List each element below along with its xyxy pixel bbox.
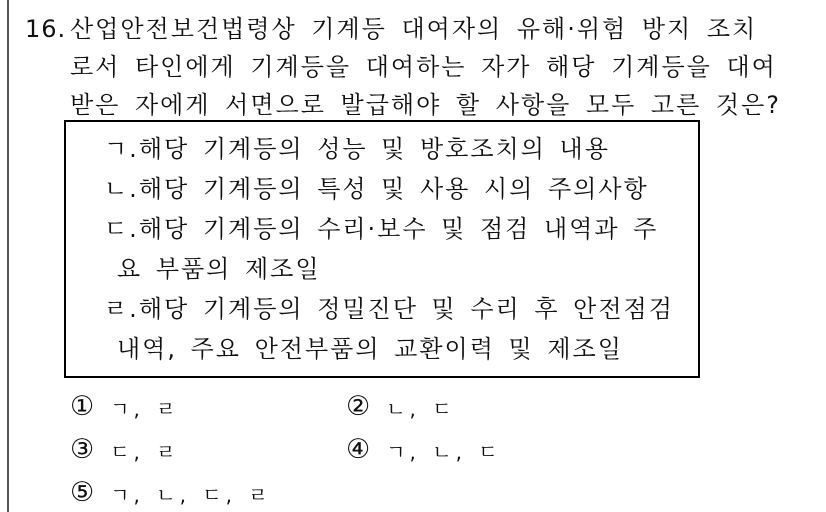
box-item-d-continuation: 요 부품의 제조일 [117,255,321,283]
box-item-d [104,209,698,249]
choice-2-circled-number: ② [346,391,371,422]
box-item-n-text: 해당 기계등의 특성 및 사용 시의 주의사항 [138,175,649,203]
answer-choices [70,391,502,508]
question-line-1: 산업안전보건법령상 기계등 대여자의 유해·위험 방지 조치 [70,15,758,43]
box-item-d-text: 해당 기계등의 수리·보수 및 점검 내역과 주 [138,215,659,243]
box-item-n-marker: ㄴ. [104,175,139,203]
question-block [25,10,781,124]
choice-4-circled-number: ④ [346,434,371,465]
box-item-d-marker: ㄷ. [104,215,139,243]
choice-3-text: ㄷ, ㄹ [110,439,180,464]
column-divider-line [7,0,9,512]
choice-3-circled-number: ③ [70,434,95,465]
choice-5-circled-number: ⑤ [70,477,95,508]
box-item-g [104,129,698,169]
box-item-n [104,169,698,209]
question-text [70,10,781,124]
question-line-3: 받은 자에게 서면으로 발급해야 할 사항을 모두 고른 것은? [70,91,781,119]
box-item-r [104,289,698,329]
box-item-r-marker: ㄹ. [104,295,139,323]
choice-5-text: ㄱ, ㄴ, ㄷ, ㄹ [110,482,272,507]
question-number: 16. [25,15,67,43]
item-list-box [64,120,700,378]
choice-1-circled-number: ① [70,391,95,422]
box-item-g-text: 해당 기계등의 성능 및 방호조치의 내용 [138,135,610,163]
choice-1-text: ㄱ, ㄹ [110,396,180,421]
question-line-2: 로서 타인에게 기계등을 대여하는 자가 해당 기계등을 대여 [70,53,777,81]
choice-1[interactable] [70,391,346,422]
box-item-g-marker: ㄱ. [104,135,139,163]
choice-4-text: ㄱ, ㄴ, ㄷ [386,439,502,464]
choice-4[interactable] [346,434,502,465]
box-item-r-continuation: 내역, 주요 안전부품의 교환이력 및 제조일 [117,335,623,363]
item-list-box-content [66,122,698,369]
box-item-r-text: 해당 기계등의 정밀진단 및 수리 후 안전점검 [138,295,674,323]
choice-2-text: ㄴ, ㄷ [386,396,456,421]
choice-2[interactable] [346,391,502,422]
choice-5[interactable] [70,477,346,508]
choice-3[interactable] [70,434,346,465]
